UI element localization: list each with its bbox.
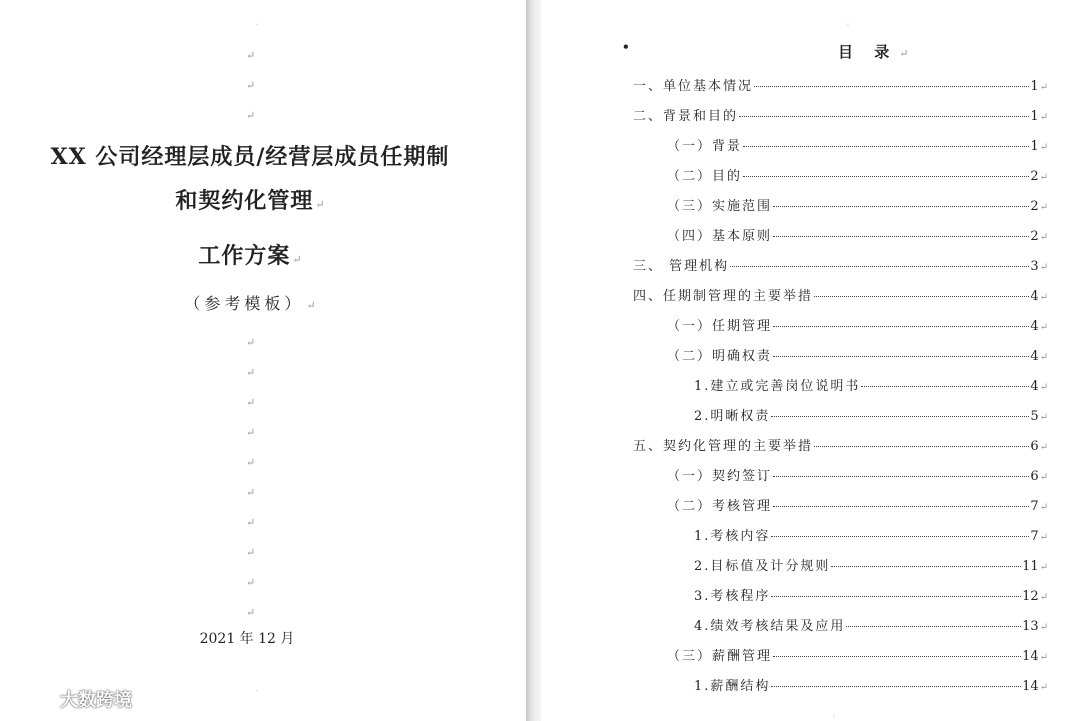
cover-date: 2021 年 12 月 <box>199 631 295 647</box>
toc-dot-leader <box>730 265 1029 267</box>
toc-entry[interactable] <box>667 495 1048 515</box>
toc-entry-page: 1 <box>1030 79 1039 94</box>
toc-entry[interactable] <box>667 165 1048 185</box>
toc-dot-leader <box>771 685 1021 687</box>
paragraph-mark: ↵ <box>246 336 256 349</box>
toc-dot-leader <box>861 385 1029 387</box>
paragraph-mark: ↵ <box>246 366 256 379</box>
toc-entry-page: 1 <box>1030 109 1039 124</box>
toc-entry-title: 3.考核程序 <box>694 589 771 604</box>
toc-entry-page: 6 <box>1030 469 1039 484</box>
watermark-logo-icon <box>10 688 54 710</box>
toc-page <box>541 0 1080 721</box>
toc-dot-leader <box>773 205 1029 207</box>
paragraph-mark: ↵ <box>246 486 256 499</box>
paragraph-mark: ↵ <box>246 456 256 469</box>
paragraph-mark: ↵ <box>1039 592 1048 603</box>
paragraph-mark: ↵ <box>1039 532 1048 543</box>
toc-entry-title: 1.考核内容 <box>694 529 771 544</box>
page-top-mark: ' <box>256 23 258 31</box>
toc-dot-leader <box>773 505 1029 507</box>
page-separator <box>526 0 541 721</box>
toc-entry-page: 12 <box>1022 589 1039 604</box>
paragraph-mark: ↵ <box>1039 82 1048 93</box>
toc-dot-leader <box>773 355 1029 357</box>
toc-entry[interactable] <box>694 375 1048 395</box>
paragraph-mark: ↵ <box>246 426 256 439</box>
toc-dot-leader <box>771 595 1021 597</box>
toc-entry[interactable] <box>667 195 1048 215</box>
paragraph-mark: ↵ <box>246 546 256 559</box>
paragraph-mark: ↵ <box>1039 262 1048 273</box>
paragraph-mark: ↵ <box>246 109 256 122</box>
toc-entry[interactable] <box>633 105 1048 125</box>
toc-dot-leader <box>814 445 1029 447</box>
paragraph-mark: ↵ <box>1039 412 1048 423</box>
toc-entry-page: 7 <box>1030 529 1039 544</box>
toc-entry-title: （三）薪酬管理 <box>667 649 773 664</box>
toc-entry[interactable] <box>667 345 1048 365</box>
toc-entry[interactable] <box>667 225 1048 245</box>
page-bottom-mark: ' <box>833 715 835 721</box>
toc-entry-page: 4 <box>1030 289 1039 304</box>
toc-entry[interactable] <box>694 405 1048 425</box>
paragraph-mark: ↵ <box>1039 442 1048 453</box>
toc-entry-title: （二）明确权责 <box>667 349 773 364</box>
paragraph-mark: ↵ <box>1039 472 1048 483</box>
toc-entry[interactable] <box>667 135 1048 155</box>
toc-entry-page: 2 <box>1030 199 1039 214</box>
cover-title-line-2: 和契约化管理 ↵ <box>175 188 325 214</box>
toc-entry-page: 3 <box>1030 259 1039 274</box>
paragraph-mark: ↵ <box>246 576 256 589</box>
toc-entry-title: （二）考核管理 <box>667 499 773 514</box>
paragraph-mark: ↵ <box>1039 232 1048 243</box>
toc-dot-leader <box>754 85 1029 87</box>
toc-entry[interactable] <box>633 255 1048 275</box>
toc-entry-page: 4 <box>1030 379 1039 394</box>
toc-dot-leader <box>773 655 1021 657</box>
paragraph-mark: ↵ <box>1039 562 1048 573</box>
paragraph-mark: ↵ <box>246 79 256 92</box>
paragraph-mark: ↵ <box>246 49 256 62</box>
toc-entry-title: 三、 管理机构 <box>633 259 730 274</box>
paragraph-mark: ↵ <box>1039 652 1048 663</box>
paragraph-mark: ↵ <box>246 606 256 619</box>
toc-dot-leader <box>814 295 1029 297</box>
toc-dot-leader <box>743 175 1029 177</box>
toc-entry-page: 6 <box>1030 439 1039 454</box>
bullet-marker: • <box>622 40 630 54</box>
toc-entry[interactable] <box>633 285 1048 305</box>
paragraph-mark: ↵ <box>1039 172 1048 183</box>
toc-dot-leader <box>773 235 1029 237</box>
toc-entry[interactable] <box>694 675 1048 695</box>
toc-dot-leader <box>846 625 1021 627</box>
watermark-text: 大数跨境 <box>60 690 132 711</box>
toc-dot-leader <box>831 565 1021 567</box>
toc-entry-title: 一、单位基本情况 <box>633 79 754 94</box>
toc-dot-leader <box>739 115 1029 117</box>
toc-entry-title: 二、背景和目的 <box>633 109 739 124</box>
toc-entry[interactable] <box>633 75 1048 95</box>
toc-entry-page: 14 <box>1022 649 1039 664</box>
paragraph-mark: ↵ <box>1039 622 1048 633</box>
paragraph-mark: ↵ <box>1039 142 1048 153</box>
toc-entry-page: 13 <box>1022 619 1039 634</box>
watermark <box>10 686 132 712</box>
paragraph-mark: ↵ <box>246 516 256 529</box>
toc-entry[interactable] <box>633 435 1048 455</box>
paragraph-mark: ↵ <box>246 396 256 409</box>
page-top-mark: ' <box>847 23 849 31</box>
toc-entry-title: （三）实施范围 <box>667 199 773 214</box>
paragraph-mark: ↵ <box>1039 322 1048 333</box>
toc-entry-title: 1.薪酬结构 <box>694 679 771 694</box>
paragraph-mark: ↵ <box>1039 382 1048 393</box>
toc-entry[interactable] <box>694 615 1048 635</box>
page-bottom-mark: ' <box>256 689 258 697</box>
toc-dot-leader <box>771 415 1029 417</box>
toc-entry-title: （四）基本原则 <box>667 229 773 244</box>
toc-entry-title: （一）任期管理 <box>667 319 773 334</box>
toc-heading: 目 录 ↵ <box>838 43 909 61</box>
toc-dot-leader <box>773 325 1029 327</box>
cover-page <box>0 0 526 721</box>
toc-entry-page: 2 <box>1030 169 1039 184</box>
toc-entry-title: （一）背景 <box>667 139 743 154</box>
toc-entry[interactable] <box>667 645 1048 665</box>
toc-entry[interactable] <box>667 315 1048 335</box>
paragraph-mark: ↵ <box>1039 682 1048 693</box>
paragraph-mark: ↵ <box>1039 502 1048 513</box>
toc-dot-leader <box>773 475 1029 477</box>
toc-entry-page: 14 <box>1022 679 1039 694</box>
cover-subtitle: （参考模板） ↵ <box>184 294 316 313</box>
paragraph-mark: ↵ <box>1039 112 1048 123</box>
toc-entry-page: 1 <box>1030 139 1039 154</box>
paragraph-mark: ↵ <box>1039 352 1048 363</box>
toc-entry-page: 2 <box>1030 229 1039 244</box>
toc-entry-title: 4.绩效考核结果及应用 <box>694 619 846 634</box>
toc-entry-title: 2.目标值及计分规则 <box>694 559 831 574</box>
cover-title-line-1: XX 公司经理层成员/经营层成员任期制 <box>50 144 450 170</box>
toc-entry-title: 1.建立或完善岗位说明书 <box>694 379 861 394</box>
toc-entry-title: 四、任期制管理的主要举措 <box>633 289 814 304</box>
toc-entry[interactable] <box>694 585 1048 605</box>
toc-entry-page: 11 <box>1022 559 1039 574</box>
toc-entry[interactable] <box>694 525 1048 545</box>
paragraph-mark: ↵ <box>1039 292 1048 303</box>
toc-entry-title: 2.明晰权责 <box>694 409 771 424</box>
toc-dot-leader <box>743 145 1029 147</box>
toc-entry-title: 五、契约化管理的主要举措 <box>633 439 814 454</box>
toc-entry-page: 4 <box>1030 319 1039 334</box>
toc-dot-leader <box>771 535 1029 537</box>
toc-entry-title: （二）目的 <box>667 169 743 184</box>
toc-entry-page: 4 <box>1030 349 1039 364</box>
toc-entry[interactable] <box>694 555 1048 575</box>
toc-entry-page: 5 <box>1030 409 1039 424</box>
toc-entry-title: （一）契约签订 <box>667 469 773 484</box>
toc-entry[interactable] <box>667 465 1048 485</box>
paragraph-mark: ↵ <box>1039 202 1048 213</box>
cover-title-line-3: 工作方案 ↵ <box>198 243 302 269</box>
toc-entry-page: 7 <box>1030 499 1039 514</box>
